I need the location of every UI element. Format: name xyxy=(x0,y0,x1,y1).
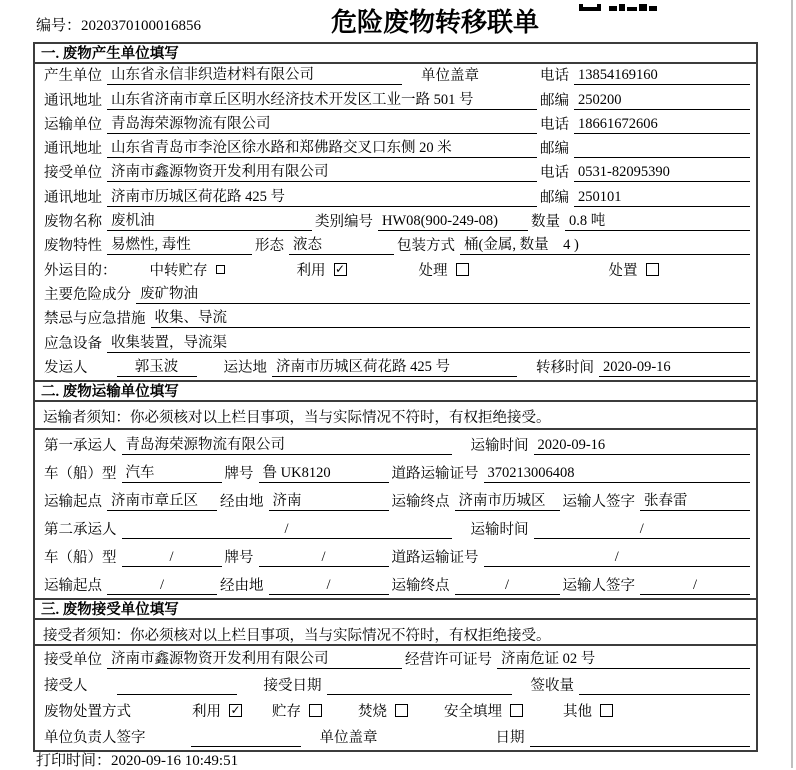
responsible-signature-label: 单位负责人签字 xyxy=(44,729,146,746)
checkbox-icon xyxy=(456,263,469,276)
checkbox-label: 处理 xyxy=(418,262,448,279)
row-receiver-unit xyxy=(35,161,756,185)
terminus-label: 运输终点 xyxy=(391,577,450,594)
origin-label: 运输起点 xyxy=(44,577,102,594)
transport-address-value: 山东省青岛市李沧区徐水路和郑佛路交叉口东侧 20 米 xyxy=(107,136,537,158)
row-accepting-unit xyxy=(35,646,756,672)
section-transporter xyxy=(35,380,756,598)
packaging-label: 包装方式 xyxy=(397,238,455,255)
print-time-value: 2020-09-16 10:49:51 xyxy=(111,753,239,769)
via-label: 经由地 xyxy=(220,493,264,510)
zip-label: 邮编 xyxy=(540,189,569,206)
via-value: 济南 xyxy=(269,489,389,511)
via-label: 经由地 xyxy=(220,577,264,594)
section-producer xyxy=(35,44,756,380)
unit-seal-label: 单位盖章 xyxy=(319,729,378,746)
accepting-unit-label: 接受单位 xyxy=(44,651,102,668)
checkbox-label: 贮存 xyxy=(272,703,301,720)
row-route-2 xyxy=(35,570,756,598)
road-permit-2-value: / xyxy=(484,549,751,567)
emergency-measures-value: 收集、导流 xyxy=(151,306,751,328)
zip-label: 邮编 xyxy=(540,92,569,109)
section-receiver-title: 三. 废物接受单位填写 xyxy=(35,600,756,620)
origin-label: 运输起点 xyxy=(44,493,102,510)
waste-name-value: 废机油 xyxy=(107,209,312,231)
phone-label: 电话 xyxy=(540,116,569,133)
receiver-unit-label: 接受单位 xyxy=(44,165,102,182)
transporter-notice: 运输者须知：你必须核对以上栏目事项，当与实际情况不符时，有权拒绝接受。 xyxy=(35,402,756,430)
origin-value: 济南市章丘区 xyxy=(107,489,217,511)
checkbox-treat xyxy=(419,259,469,280)
physical-form-value: 液态 xyxy=(289,233,394,255)
producer-zip-value: 250200 xyxy=(574,92,750,110)
road-permit-label: 道路运输证号 xyxy=(391,465,479,482)
plate-number-label: 牌号 xyxy=(224,549,254,566)
received-quantity-value xyxy=(579,678,750,695)
category-code-label: 类别编号 xyxy=(315,214,373,231)
checkbox-label: 安全填埋 xyxy=(444,703,502,720)
via-2-value: / xyxy=(269,577,389,595)
quantity-value: 0.8 吨 xyxy=(565,209,750,231)
receiver-address-value: 济南市历城区荷花路 425 号 xyxy=(107,185,537,207)
carrier-signature-label: 运输人签字 xyxy=(562,577,635,594)
address-label: 通讯地址 xyxy=(44,141,102,158)
row-shipper xyxy=(35,356,756,380)
checkbox-icon xyxy=(646,263,659,276)
vehicle-type-label: 车（船）型 xyxy=(44,549,117,566)
accepting-unit-value: 济南市鑫源物资开发利用有限公司 xyxy=(107,647,402,669)
row-acceptance xyxy=(35,672,756,698)
row-receiver-address xyxy=(35,185,756,209)
transport-time-label: 运输时间 xyxy=(470,521,529,538)
checkbox-store xyxy=(272,700,322,721)
producer-unit-label: 产生单位 xyxy=(44,68,102,85)
transfer-time-value: 2020-09-16 xyxy=(599,359,750,377)
unit-seal-label: 单位盖章 xyxy=(421,68,479,85)
transport-phone-value: 18661672606 xyxy=(574,116,750,134)
checkbox-label: 其他 xyxy=(563,703,592,720)
emergency-measures-label: 禁忌与应急措施 xyxy=(44,311,146,328)
producer-address-value: 山东省济南市章丘区明水经济技术开发区工业一路 501 号 xyxy=(107,88,537,110)
phone-label: 电话 xyxy=(540,68,569,85)
purpose-label: 外运目的： xyxy=(44,262,117,279)
packaging-value: 桶(金属, 数量 4 ) xyxy=(460,233,750,255)
address-label: 通讯地址 xyxy=(44,92,102,109)
vehicle-type-value: 汽车 xyxy=(122,461,222,483)
transport-unit-label: 运输单位 xyxy=(44,116,102,133)
transport-time-label: 运输时间 xyxy=(470,437,529,454)
transfer-time-label: 转移时间 xyxy=(536,359,594,376)
row-second-carrier xyxy=(35,514,756,542)
terminus-label: 运输终点 xyxy=(391,493,450,510)
transport-unit-value: 青岛海荣源物流有限公司 xyxy=(107,112,537,134)
destination-value: 济南市历城区荷花路 425 号 xyxy=(272,355,517,377)
date-value xyxy=(530,730,751,747)
row-route-1 xyxy=(35,486,756,514)
address-label: 通讯地址 xyxy=(44,189,102,206)
receiver-unit-value: 济南市鑫源物资开发利用有限公司 xyxy=(107,160,537,182)
plate-number-value: 鲁 UK8120 xyxy=(259,461,389,483)
row-producer-unit xyxy=(35,64,756,88)
row-transport-address xyxy=(35,137,756,161)
waste-name-label: 废物名称 xyxy=(44,214,102,231)
receiver-notice: 接受者须知：你必须核对以上栏目事项，当与实际情况不符时，有权拒绝接受。 xyxy=(35,620,756,646)
origin-2-value: / xyxy=(107,577,217,595)
checkbox-icon xyxy=(395,704,408,717)
row-vehicle-1 xyxy=(35,458,756,486)
section-receiver xyxy=(35,598,756,750)
accept-date-label: 接受日期 xyxy=(263,677,322,694)
checkbox-transit-storage xyxy=(150,259,225,280)
row-emergency-equipment xyxy=(35,331,756,355)
shipper-label: 发运人 xyxy=(44,359,88,376)
first-carrier-value: 青岛海荣源物流有限公司 xyxy=(122,433,452,455)
qr-code-fragment-icon xyxy=(579,0,657,8)
emergency-equipment-value: 收集装置，导流渠 xyxy=(107,331,750,353)
producer-unit-value: 山东省永信非织造材料有限公司 xyxy=(107,63,402,85)
hazard-components-label: 主要危险成分 xyxy=(44,286,131,303)
zip-label: 邮编 xyxy=(540,141,569,158)
receiver-phone-value: 0531-82095390 xyxy=(574,164,750,182)
emergency-equipment-label: 应急设备 xyxy=(44,335,102,352)
transport-zip-value xyxy=(574,141,750,158)
shipper-value: 郭玉波 xyxy=(117,355,197,377)
transport-time-value: 2020-09-16 xyxy=(534,437,751,455)
checkbox-icon xyxy=(510,704,523,717)
row-transfer-purpose xyxy=(35,258,756,282)
checkbox-label: 中转贮存 xyxy=(149,262,208,279)
section-transporter-title: 二. 废物运输单位填写 xyxy=(35,382,756,402)
first-carrier-label: 第一承运人 xyxy=(44,437,117,454)
characteristics-value: 易燃性, 毒性 xyxy=(107,233,252,255)
checkbox-icon xyxy=(216,265,225,274)
road-permit-value: 370213006408 xyxy=(484,465,751,483)
license-number-label: 经营许可证号 xyxy=(405,651,492,668)
row-responsible-signature xyxy=(35,724,756,750)
row-first-carrier xyxy=(35,430,756,458)
print-time-label: 打印时间： xyxy=(36,753,112,769)
license-number-value: 济南危证 02 号 xyxy=(497,647,750,669)
acceptor-label: 接受人 xyxy=(44,677,88,694)
plate-number-2-value: / xyxy=(259,549,389,567)
checkbox-label: 处置 xyxy=(608,262,638,279)
row-vehicle-2 xyxy=(35,542,756,570)
page-edge-rule xyxy=(791,0,793,768)
characteristics-label: 废物特性 xyxy=(44,238,102,255)
serial-value: 2020370100016856 xyxy=(81,18,202,34)
checkbox-icon xyxy=(600,704,613,717)
plate-number-label: 牌号 xyxy=(224,465,254,482)
terminus-2-value: / xyxy=(455,577,560,595)
section-producer-title: 一. 废物产生单位填写 xyxy=(35,44,756,64)
page-title: 危险废物转移联单 xyxy=(331,8,540,37)
document-serial xyxy=(36,14,201,35)
disposal-method-label: 废物处置方式 xyxy=(44,703,131,720)
row-disposal-method xyxy=(35,698,756,724)
destination-label: 运达地 xyxy=(223,359,267,376)
checkbox-incinerate xyxy=(358,700,408,721)
checkbox-dispose xyxy=(609,259,659,280)
row-hazard-components xyxy=(35,283,756,307)
checkbox-other xyxy=(563,700,613,721)
checkbox-label: 利用 xyxy=(192,703,221,720)
row-transport-unit xyxy=(35,113,756,137)
checkbox-label: 利用 xyxy=(296,262,326,279)
checkbox-utilize xyxy=(192,700,242,721)
checkbox-icon xyxy=(309,704,322,717)
checkbox-utilize xyxy=(297,259,347,280)
accept-date-value xyxy=(327,678,512,695)
print-time xyxy=(36,749,238,770)
row-waste-name xyxy=(35,210,756,234)
row-waste-characteristics xyxy=(35,234,756,258)
quantity-label: 数量 xyxy=(531,214,560,231)
phone-label: 电话 xyxy=(540,165,569,182)
vehicle-type-2-value: / xyxy=(122,549,222,567)
carrier-signature-2-value: / xyxy=(640,577,750,595)
responsible-signature-value xyxy=(191,730,301,747)
receiver-zip-value: 250101 xyxy=(574,189,750,207)
terminus-value: 济南市历城区 xyxy=(455,489,560,511)
received-quantity-label: 签收量 xyxy=(530,677,574,694)
hazard-components-value: 废矿物油 xyxy=(136,282,750,304)
acceptor-value xyxy=(117,678,237,695)
date-label: 日期 xyxy=(495,729,525,746)
checkbox-checked-icon: ✓ xyxy=(230,703,241,717)
checkbox-checked-icon: ✓ xyxy=(334,262,346,276)
physical-form-label: 形态 xyxy=(255,238,284,255)
second-carrier-value: / xyxy=(122,521,452,539)
road-permit-label: 道路运输证号 xyxy=(391,549,479,566)
second-transport-time-value: / xyxy=(534,521,751,539)
row-producer-address xyxy=(35,88,756,112)
checkbox-label: 焚烧 xyxy=(358,703,387,720)
checkbox-landfill xyxy=(444,700,523,721)
producer-phone-value: 13854169160 xyxy=(574,67,750,85)
transfer-form xyxy=(33,42,758,752)
serial-label: 编号： xyxy=(36,18,82,34)
row-emergency-measures xyxy=(35,307,756,331)
carrier-signature-label: 运输人签字 xyxy=(562,493,635,510)
vehicle-type-label: 车（船）型 xyxy=(44,465,117,482)
carrier-signature-value: 张春雷 xyxy=(640,489,750,511)
second-carrier-label: 第二承运人 xyxy=(44,521,117,538)
category-code-value: HW08(900-249-08) xyxy=(378,213,528,231)
